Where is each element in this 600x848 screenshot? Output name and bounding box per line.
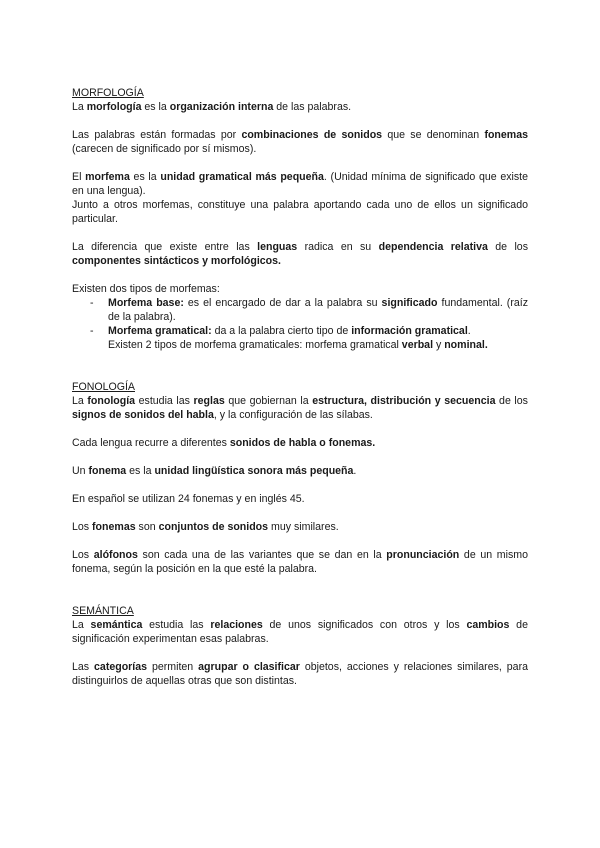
paragraph-alofonos: Los alófonos son cada una de las variantes que se dan en la pronunciación de un mismo fonema, según la posición en la que esté la palabra.	[72, 549, 528, 575]
paragraph-categorias: Las categorías permiten agrupar o clasificar objetos, acciones y relaciones similares, para distinguirlos de aquellas otras que son distintas.	[72, 661, 528, 687]
paragraph-semantica-definition: La semántica estudia las relaciones de unos significados con otros y los cambios de significación experimentan esas palabras.	[72, 619, 528, 645]
heading-morfologia: MORFOLOGÍA	[72, 87, 144, 99]
paragraph-sonidos-habla: Cada lengua recurre a diferentes sonidos de habla o fonemas.	[72, 437, 376, 449]
paragraph-morfema: El morfema es la unidad gramatical más pequeña. (Unidad mínima de significado que existe en una lengua).	[72, 171, 528, 197]
list-dash: -	[90, 297, 94, 309]
list-item-morfema-gramatical: - Morfema gramatical: da a la palabra cierto tipo de información gramatical. Existen 2 tipos de morfema gramaticales: morfema gramatical verbal y nominal.	[90, 325, 488, 351]
paragraph-junto-morfemas: Junto a otros morfemas, constituye una palabra aportando cada uno de ellos un significado particular.	[72, 199, 528, 225]
heading-semantica: SEMÁNTICA	[72, 605, 134, 617]
list-dash: -	[90, 325, 94, 337]
paragraph-espanol-ingles: En español se utilizan 24 fonemas y en inglés 45.	[72, 493, 305, 505]
paragraph-fonemas: Las palabras están formadas por combinaciones de sonidos que se denominan fonemas (carecen de significado por sí mismos).	[72, 129, 529, 155]
document-content	[72, 86, 528, 688]
paragraph-conjuntos-sonidos: Los fonemas son conjuntos de sonidos muy similares.	[72, 521, 339, 533]
paragraph-morfologia-definition: La morfología es la organización interna de las palabras.	[72, 101, 352, 113]
paragraph-fonologia-definition: La fonología estudia las reglas que gobiernan la estructura, distribución y secuencia de los signos de sonidos del habla, y la configuración de las sílabas.	[72, 395, 528, 421]
morfema-list	[72, 296, 528, 352]
list-item-morfema-base: - Morfema base: es el encargado de dar a la palabra su significado fundamental. (raíz de la palabra).	[90, 297, 528, 323]
paragraph-lenguas: La diferencia que existe entre las lenguas radica en su dependencia relativa de los componentes sintácticos y morfológicos.	[72, 241, 528, 267]
paragraph-fonema: Un fonema es la unidad lingüística sonora más pequeña.	[72, 465, 357, 477]
paragraph-tipos-morfemas: Existen dos tipos de morfemas:	[72, 283, 220, 295]
heading-fonologia: FONOLOGÍA	[72, 381, 135, 393]
